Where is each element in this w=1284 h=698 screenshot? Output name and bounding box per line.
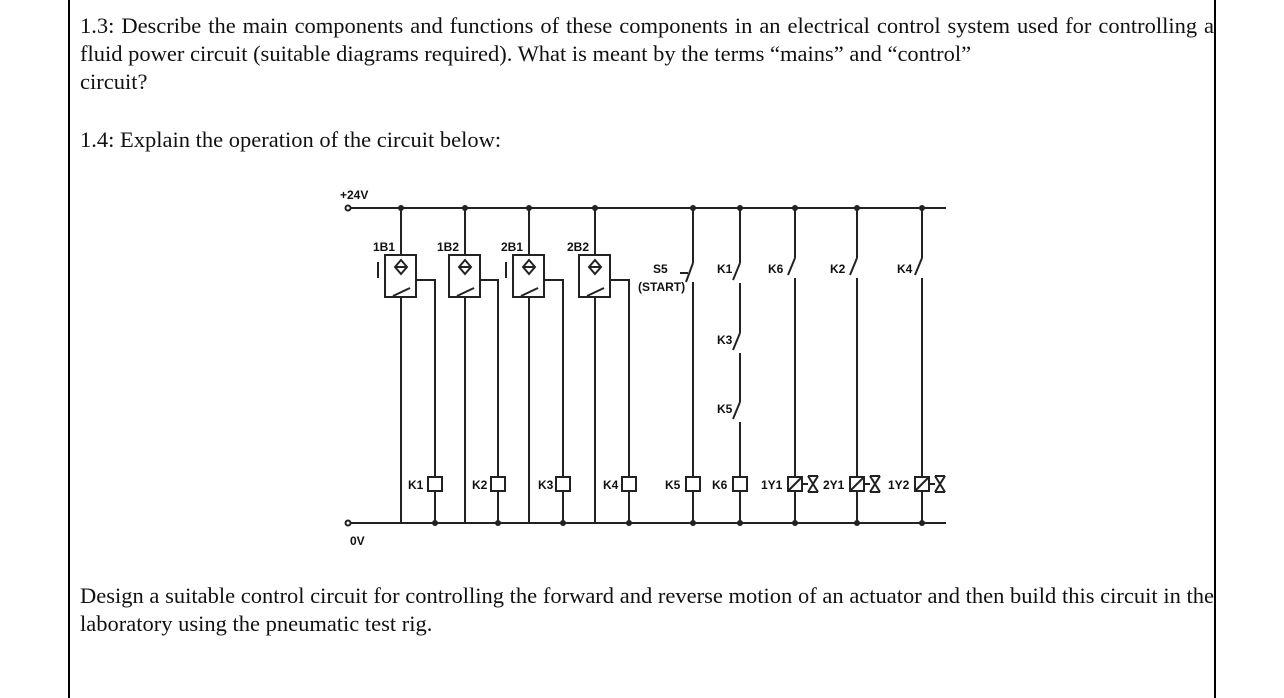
contact-label: K6 [768,262,784,276]
sensor-2b2 [579,208,629,523]
sensor-label: 1B2 [437,240,460,254]
question-1-4: 1.4: Explain the operation of the circuit below: [80,127,502,152]
contact-label: K1 [717,262,733,276]
contact-label: K3 [717,333,733,347]
question-1-3-text: 1.3: Describe the main components and functions of these components in an electrical control system used for controlling a fluid power circuit (suitable diagrams required). What is meant by the terms “mains” and “control” [80,13,1214,66]
sensor-label: 1B1 [373,240,396,254]
sensor-label: 2B2 [567,240,590,254]
coil-label: K1 [408,478,424,492]
coil-label: K5 [665,478,681,492]
start-switch-tag: S5 [653,262,668,276]
coil-label: K6 [712,478,728,492]
solenoid-label: 1Y1 [761,478,783,492]
question-1-3-last-line: circuit? [80,69,148,94]
zero-volt-label: 0V [350,534,365,548]
sensor-label: 2B1 [501,240,524,254]
contact-label: K2 [830,262,846,276]
coil-label: K4 [603,478,619,492]
contact-label: K5 [717,402,733,416]
design-task: Design a suitable control circuit for controlling the forward and reverse motion of an actuator and then build this circuit in the laboratory using the pneumatic test rig. [80,583,1214,636]
sensor-1b2 [449,208,498,523]
positive-rail-label: +24V [340,188,369,202]
solenoid-label: 1Y2 [888,478,910,492]
start-switch-label: (START) [638,280,686,294]
coil-label: K3 [538,478,554,492]
coil-label: K2 [472,478,488,492]
contact-label: K4 [897,262,913,276]
sensor-2b1 [506,208,563,523]
sensor-1b1 [378,208,435,523]
solenoid-label: 2Y1 [823,478,845,492]
